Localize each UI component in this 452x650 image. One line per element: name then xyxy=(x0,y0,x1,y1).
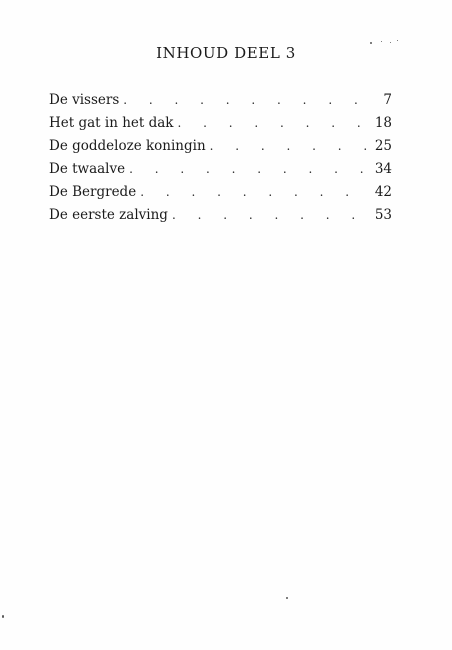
toc-entry-title: De goddeloze koningin xyxy=(49,138,206,154)
dot-leader xyxy=(140,181,369,204)
toc-entry-page: 42 xyxy=(374,184,392,200)
dot-leader xyxy=(210,135,369,158)
scan-speck xyxy=(397,40,398,41)
toc-entry xyxy=(49,112,392,135)
scan-speck xyxy=(381,41,382,42)
toc-entry xyxy=(49,204,392,227)
toc-entry-page: 34 xyxy=(374,161,392,177)
scan-speck xyxy=(286,597,288,599)
toc-entry xyxy=(49,158,392,181)
scan-speck xyxy=(370,42,372,44)
toc-entry-title: De twaalve xyxy=(49,161,126,177)
toc-entry-title: De eerste zalving xyxy=(49,207,168,223)
toc-entry-title: De vissers xyxy=(49,92,120,108)
dot-leader xyxy=(172,204,369,227)
dot-leader xyxy=(129,158,369,181)
toc-entry xyxy=(49,89,392,112)
toc-entry-title: Het gat in het dak xyxy=(49,115,174,131)
dot-leader xyxy=(177,112,368,135)
dot-leader xyxy=(123,89,372,112)
table-of-contents xyxy=(49,89,392,227)
toc-entry-title: De Bergrede xyxy=(49,184,137,200)
toc-entry-page: 53 xyxy=(374,207,392,223)
page-title: INHOUD DEEL 3 xyxy=(156,44,296,62)
toc-entry-page: 18 xyxy=(374,115,392,131)
scan-speck xyxy=(2,615,4,618)
toc-entry-page: 7 xyxy=(383,92,392,108)
toc-entry-page: 25 xyxy=(374,138,392,154)
toc-entry xyxy=(49,181,392,204)
toc-entry xyxy=(49,135,392,158)
scan-speck xyxy=(390,42,391,43)
